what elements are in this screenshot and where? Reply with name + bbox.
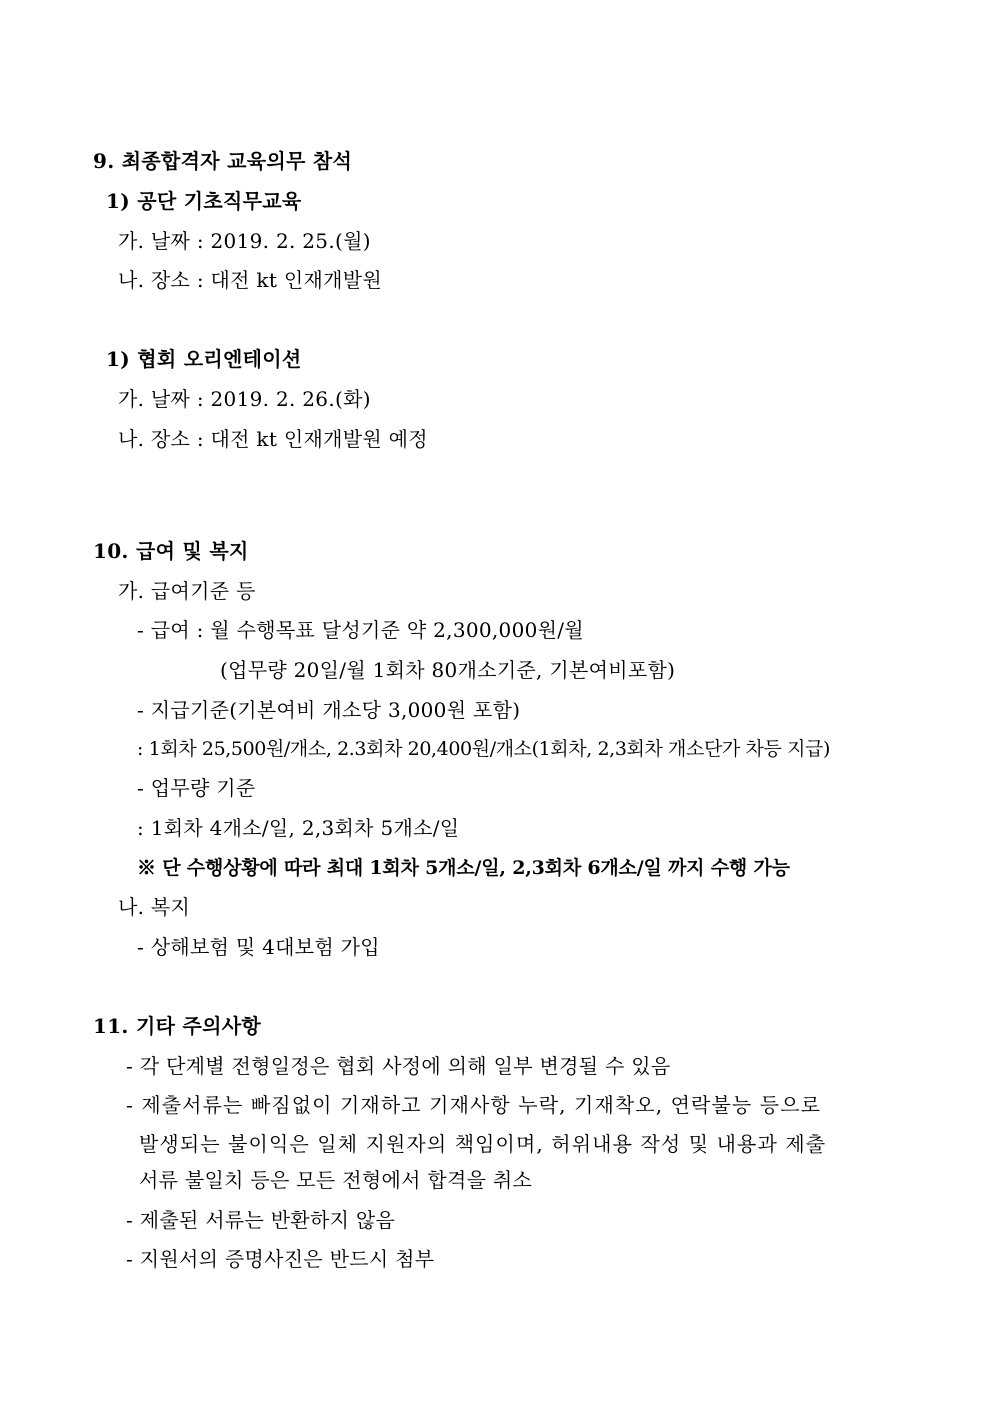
workload-detail: : 1회차 4개소/일, 2,3회차 5개소/일 xyxy=(137,816,460,840)
notice-item-2-line-3: 서류 불일치 등은 모든 전형에서 합격을 취소 xyxy=(139,1168,533,1192)
pay-basis-line: - 지급기준(기본여비 개소당 3,000원 포함) xyxy=(137,698,521,722)
section-9-heading: 9. 최종합격자 교육의무 참석 xyxy=(93,149,353,173)
insurance-line: - 상해보험 및 4대보험 가입 xyxy=(137,935,380,959)
section-9-sub2-place: 나. 장소 : 대전 kt 인재개발원 예정 xyxy=(118,427,428,451)
section-10-b-title: 나. 복지 xyxy=(118,895,191,919)
notice-item-1: - 각 단계별 전형일정은 협회 사정에 의해 일부 변경될 수 있음 xyxy=(126,1054,671,1078)
section-10-a-title: 가. 급여기준 등 xyxy=(118,579,256,603)
section-11-heading: 11. 기타 주의사항 xyxy=(93,1014,261,1038)
section-9-sub1-place: 나. 장소 : 대전 kt 인재개발원 xyxy=(118,268,382,292)
notice-item-3: - 제출된 서류는 반환하지 않음 xyxy=(126,1208,396,1232)
pay-detail-line: : 1회차 25,500원/개소, 2.3회차 20,400원/개소(1회차, 2,3회차 개소단가 차등 지급) xyxy=(137,738,830,760)
notice-item-2-line-2: 발생되는 불이익은 일체 지원자의 책임이며, 허위내용 작성 및 내용과 제출 xyxy=(139,1132,827,1156)
notice-item-2-line-1: - 제출서류는 빠짐없이 기재하고 기재사항 누락, 기재착오, 연락불능 등으로 xyxy=(126,1093,822,1117)
section-9-sub2-title: 1) 협회 오리엔테이션 xyxy=(106,347,302,371)
workload-line: - 업무량 기준 xyxy=(137,776,256,800)
section-10-heading: 10. 급여 및 복지 xyxy=(93,539,249,563)
salary-line: - 급여 : 월 수행목표 달성기준 약 2,300,000원/월 xyxy=(137,618,584,642)
section-9-sub1-title: 1) 공단 기초직무교육 xyxy=(106,189,302,213)
notice-item-4: - 지원서의 증명사진은 반드시 첨부 xyxy=(126,1247,435,1271)
section-9-sub1-date: 가. 날짜 : 2019. 2. 25.(월) xyxy=(118,229,371,253)
salary-note: (업무량 20일/월 1회차 80개소기준, 기본여비포함) xyxy=(220,658,676,682)
workload-note: ※ 단 수행상황에 따라 최대 1회차 5개소/일, 2,3회차 6개소/일 까지 수행 가능 xyxy=(137,857,790,879)
section-9-sub2-date: 가. 날짜 : 2019. 2. 26.(화) xyxy=(118,387,371,411)
